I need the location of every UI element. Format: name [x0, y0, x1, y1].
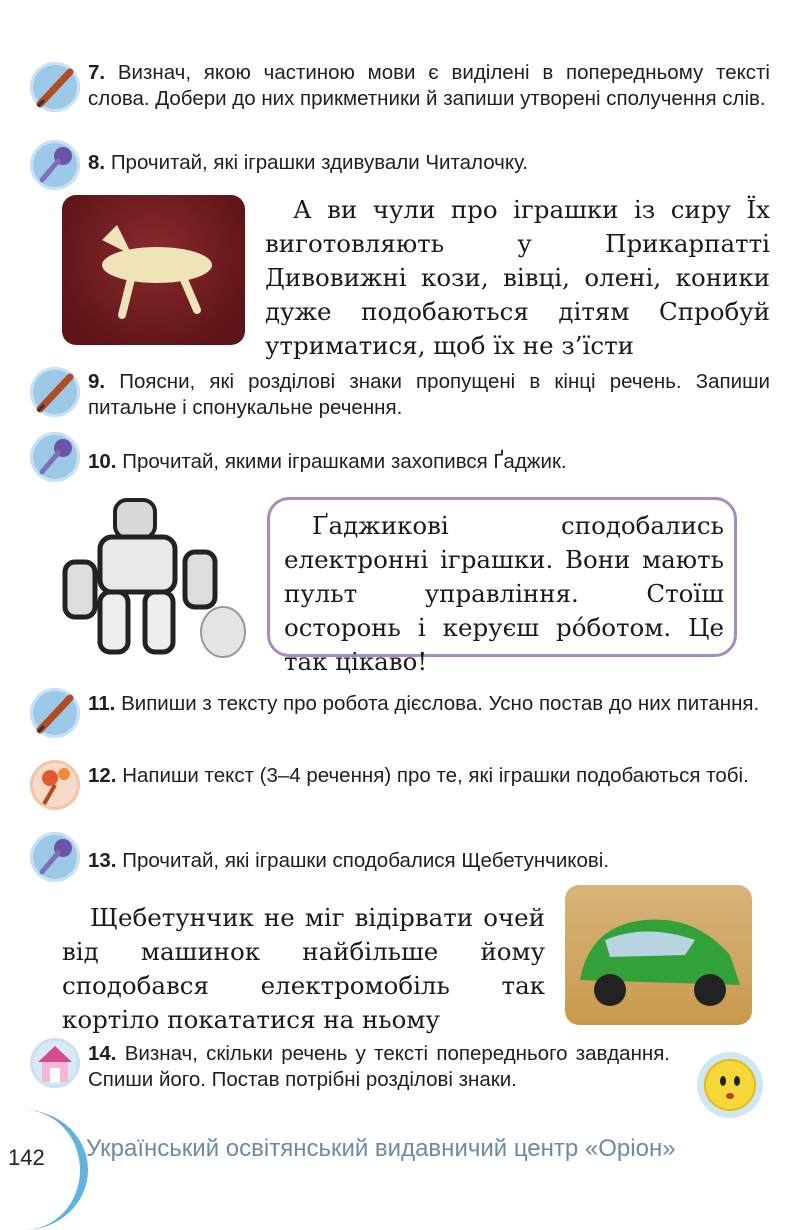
- creative-pencil-icon: [30, 760, 80, 810]
- task-text: [88, 369, 770, 421]
- gadget-passage: Ґаджикові сподобались електронні іграшки. Вони мають пульт управління. Стоїш осторонь і керуєш ро́ботом. Це так цікаво!: [284, 511, 724, 676]
- pen-icon: [30, 688, 80, 738]
- publisher-name: Український освітянський видавничий центр «Оріон»: [86, 1135, 676, 1162]
- task-number: 7.: [88, 61, 106, 84]
- task-instruction: Прочитай, які іграшки сподобалися Щебетунчикові.: [122, 849, 610, 872]
- task-number: 8.: [88, 151, 106, 174]
- microphone-icon: [30, 140, 80, 190]
- task-instruction: Визнач, скільки речень у тексті попереднього завдання. Спиши його. Постав потрібні розділові знаки.: [88, 1042, 671, 1091]
- task-text: [88, 848, 770, 874]
- cheese-passage: А ви чули про іграшки із сиру Їх виготовляють у Прикарпатті Дивовижні кози, вівці, олені, коники дуже подобаються дітям Спробуй утриматися, щоб їх не з’їсти: [265, 195, 770, 360]
- smiley-face-icon: [695, 1050, 765, 1120]
- task-text: [88, 763, 770, 789]
- task-number: 13.: [88, 849, 117, 872]
- cheese-toy-photo: [62, 195, 245, 345]
- task-instruction: Випиши з тексту про робота дієслова. Усно постав до них питання.: [121, 692, 760, 715]
- task-text: [88, 150, 770, 176]
- pen-icon: [30, 62, 80, 112]
- task-number: 12.: [88, 764, 117, 787]
- task-number: 11.: [88, 692, 116, 715]
- task-text: [88, 1041, 670, 1093]
- task-instruction: Прочитай, які іграшки здивували Читалочку.: [110, 151, 528, 174]
- electric-car-photo: [565, 885, 752, 1025]
- task-number: 10.: [88, 450, 117, 473]
- task-instruction: Поясни, які розділові знаки пропущені в кінці речень. Запиши питальне і спонукальне речення.: [88, 370, 770, 419]
- microphone-icon: [30, 432, 80, 482]
- task-text: [88, 60, 770, 112]
- task-number: 14.: [88, 1042, 117, 1065]
- house-icon: [30, 1038, 80, 1088]
- microphone-icon: [30, 832, 80, 882]
- page-number: 142: [8, 1145, 45, 1170]
- pen-icon: [30, 367, 80, 417]
- robot-toy-photo: [45, 492, 255, 667]
- car-passage: Щебетунчик не міг відірвати очей від машинок найбільше йому сподобався електромобіль так кортіло покататися на ньому: [62, 903, 545, 1034]
- task-instruction: Напиши текст (3–4 речення) про те, які іграшки подобаються тобі.: [122, 764, 749, 787]
- task-text: [88, 449, 770, 475]
- task-number: 9.: [88, 370, 106, 393]
- task-text: [88, 691, 770, 717]
- task-instruction: Визнач, якою частиною мови є виділені в попередньому тексті слова. Добери до них прикметники й запиши утворені сполучення слів.: [88, 61, 770, 110]
- task-instruction: Прочитай, якими іграшками захопився Ґаджик.: [122, 450, 567, 473]
